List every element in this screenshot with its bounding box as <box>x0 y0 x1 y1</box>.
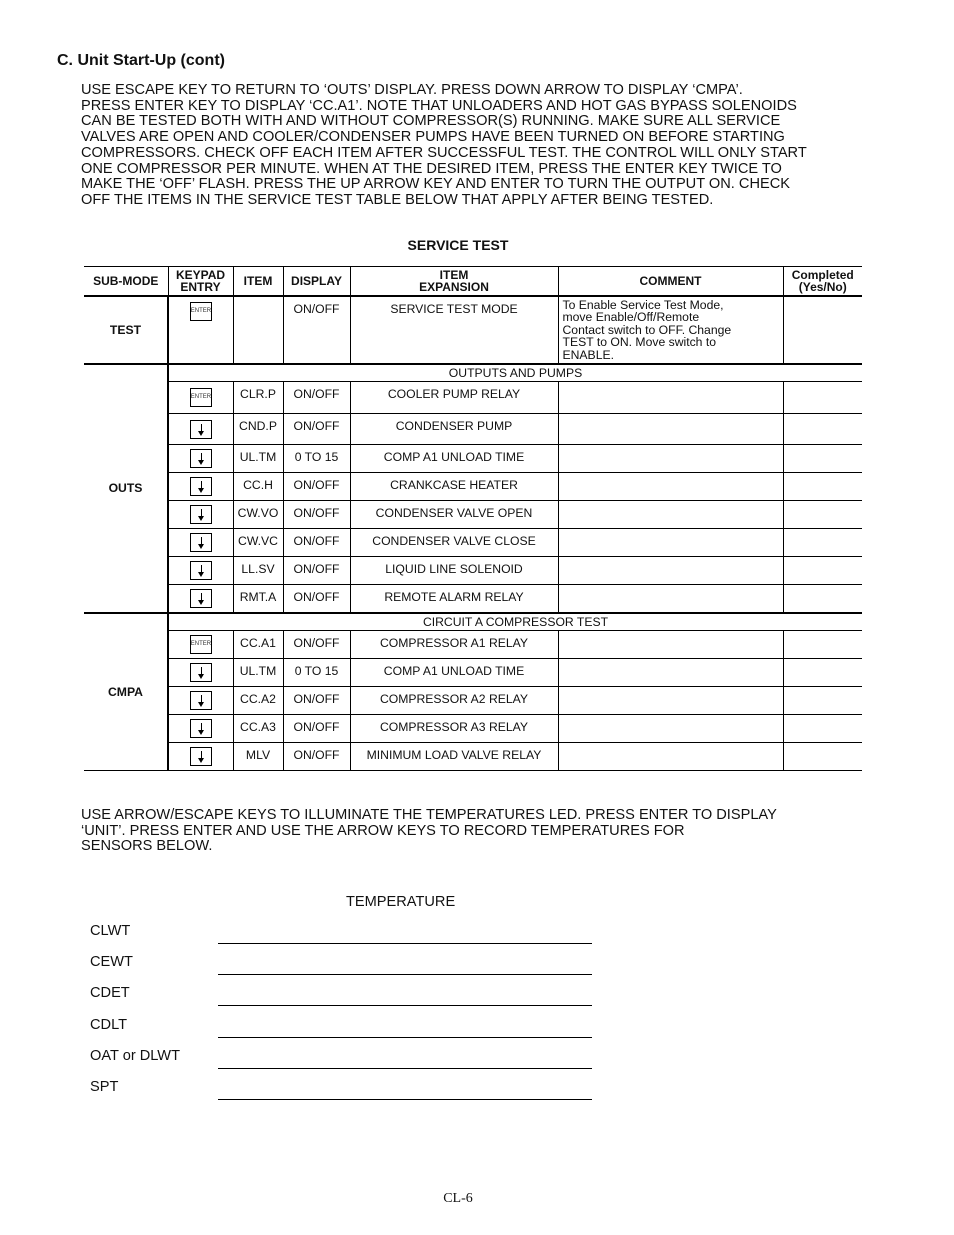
section-heading: C. Unit Start-Up (cont) <box>57 52 225 69</box>
table-row <box>84 557 862 585</box>
down-arrow-key-icon <box>190 747 212 766</box>
sensor-entry-line[interactable] <box>218 1005 592 1006</box>
down-arrow-key-icon <box>190 477 212 496</box>
sensor-label: SPT <box>90 1079 119 1095</box>
display-cell: 0 TO 15 <box>283 658 350 686</box>
down-arrow-icon <box>201 667 202 676</box>
completed-cell <box>783 714 862 742</box>
completed-cell <box>783 585 862 613</box>
col-submode: SUB-MODE <box>84 267 168 297</box>
display-cell: 0 TO 15 <box>283 445 350 473</box>
table-row <box>84 382 862 414</box>
item-cell <box>233 296 283 364</box>
keypad-entry <box>168 585 233 613</box>
down-arrow-key-icon <box>190 505 212 524</box>
completed-cell <box>783 686 862 714</box>
item-cell: CC.A3 <box>233 714 283 742</box>
item-cell: CC.H <box>233 473 283 501</box>
completed-cell <box>783 414 862 445</box>
comment-cell <box>558 630 783 658</box>
table-row <box>84 445 862 473</box>
completed-cell <box>783 529 862 557</box>
group-label: OUTPUTS AND PUMPS <box>168 364 862 382</box>
down-arrow-icon <box>201 453 202 462</box>
completed-cell <box>783 742 862 770</box>
keypad-entry <box>168 686 233 714</box>
display-cell: ON/OFF <box>283 742 350 770</box>
sensor-entry-line[interactable] <box>218 943 592 944</box>
keypad-entry <box>168 529 233 557</box>
keypad-entry <box>168 473 233 501</box>
submode-cmpa: CMPA <box>84 613 168 771</box>
sensor-label: CEWT <box>90 954 133 971</box>
submode-test: TEST <box>84 296 168 364</box>
completed-cell <box>783 382 862 414</box>
expansion-cell: CONDENSER VALVE CLOSE <box>350 529 558 557</box>
expansion-cell: COMP A1 UNLOAD TIME <box>350 658 558 686</box>
display-cell: ON/OFF <box>283 714 350 742</box>
down-arrow-icon <box>201 565 202 574</box>
display-cell: ON/OFF <box>283 473 350 501</box>
table-row <box>84 686 862 714</box>
table-row <box>84 714 862 742</box>
sensor-entry-line[interactable] <box>218 1068 592 1069</box>
enter-key-icon: ENTER <box>190 388 212 407</box>
col-item: ITEM <box>233 267 283 297</box>
item-cell: CW.VC <box>233 529 283 557</box>
display-cell: ON/OFF <box>283 686 350 714</box>
completed-cell <box>783 296 862 364</box>
display-cell: ON/OFF <box>283 630 350 658</box>
keypad-entry <box>168 742 233 770</box>
down-arrow-icon <box>201 751 202 760</box>
expansion-cell: CONDENSER PUMP <box>350 414 558 445</box>
down-arrow-key-icon <box>190 533 212 552</box>
completed-cell <box>783 557 862 585</box>
comment-cell <box>558 473 783 501</box>
expansion-cell: REMOTE ALARM RELAY <box>350 585 558 613</box>
expansion-cell: COMP A1 UNLOAD TIME <box>350 445 558 473</box>
display-cell: ON/OFF <box>283 296 350 364</box>
item-cell: MLV <box>233 742 283 770</box>
comment-cell <box>558 501 783 529</box>
item-cell: UL.TM <box>233 445 283 473</box>
down-arrow-key-icon <box>190 449 212 468</box>
comment-cell <box>558 742 783 770</box>
table-row <box>84 742 862 770</box>
keypad-entry <box>168 557 233 585</box>
keypad-entry <box>168 445 233 473</box>
display-cell: ON/OFF <box>283 585 350 613</box>
comment-cell <box>558 585 783 613</box>
item-cell: LL.SV <box>233 557 283 585</box>
sensor-entry-line[interactable] <box>218 1037 592 1038</box>
table-row <box>84 473 862 501</box>
expansion-cell: COMPRESSOR A3 RELAY <box>350 714 558 742</box>
item-cell: CC.A1 <box>233 630 283 658</box>
completed-cell <box>783 501 862 529</box>
expansion-cell: COMPRESSOR A2 RELAY <box>350 686 558 714</box>
down-arrow-key-icon <box>190 420 212 439</box>
table-row <box>84 585 862 613</box>
down-arrow-icon <box>201 537 202 546</box>
down-arrow-icon <box>201 723 202 732</box>
sensor-label: OAT or DLWT <box>90 1047 180 1064</box>
table-row-test <box>84 296 862 364</box>
instructions-paragraph: USE ARROW/ESCAPE KEYS TO ILLUMINATE THE TEMPERATURES LED. PRESS ENTER TO DISPLAY ‘UNIT’. PRESS ENTER AND USE THE ARROW KEYS TO RECORD TEMPERATURES FOR SENSORS BELOW. <box>81 807 777 855</box>
item-cell: RMT.A <box>233 585 283 613</box>
keypad-entry <box>168 382 233 414</box>
expansion-cell: CRANKCASE HEATER <box>350 473 558 501</box>
col-display: DISPLAY <box>283 267 350 297</box>
sensor-entry-line[interactable] <box>218 1099 592 1100</box>
comment-cell <box>558 557 783 585</box>
group-row <box>84 613 862 631</box>
expansion-cell: COOLER PUMP RELAY <box>350 382 558 414</box>
display-cell: ON/OFF <box>283 414 350 445</box>
sensor-label: CDLT <box>90 1016 128 1033</box>
table-row <box>84 630 862 658</box>
down-arrow-icon <box>201 593 202 602</box>
keypad-entry <box>168 501 233 529</box>
table-row <box>84 414 862 445</box>
comment-cell <box>558 414 783 445</box>
sensor-entry-line[interactable] <box>218 974 592 975</box>
display-cell: ON/OFF <box>283 529 350 557</box>
col-comment: COMMENT <box>558 267 783 297</box>
down-arrow-key-icon <box>190 691 212 710</box>
sensor-label: CLWT <box>90 923 131 939</box>
page-number: CL-6 <box>443 1191 473 1206</box>
down-arrow-key-icon <box>190 561 212 580</box>
enter-key-icon: ENTER <box>190 302 212 321</box>
group-label: CIRCUIT A COMPRESSOR TEST <box>168 613 862 631</box>
down-arrow-key-icon <box>190 589 212 608</box>
completed-cell <box>783 445 862 473</box>
service-test-table <box>84 266 862 771</box>
keypad-entry <box>168 414 233 445</box>
comment-cell <box>558 529 783 557</box>
down-arrow-icon <box>201 424 202 433</box>
display-cell: ON/OFF <box>283 501 350 529</box>
table-row <box>84 658 862 686</box>
down-arrow-key-icon <box>190 719 212 738</box>
table-row <box>84 529 862 557</box>
table-title: SERVICE TEST <box>407 237 509 253</box>
keypad-entry <box>168 658 233 686</box>
comment-cell <box>558 445 783 473</box>
completed-cell <box>783 473 862 501</box>
group-row <box>84 364 862 382</box>
display-cell: ON/OFF <box>283 557 350 585</box>
expansion-cell: LIQUID LINE SOLENOID <box>350 557 558 585</box>
expansion-cell: COMPRESSOR A1 RELAY <box>350 630 558 658</box>
expansion-cell: SERVICE TEST MODE <box>350 296 558 364</box>
col-keypad-entry: KEYPAD ENTRY <box>168 267 233 297</box>
item-cell: CLR.P <box>233 382 283 414</box>
submode-outs: OUTS <box>84 364 168 613</box>
keypad-entry <box>168 630 233 658</box>
comment-cell <box>558 658 783 686</box>
keypad-entry <box>168 714 233 742</box>
completed-cell <box>783 630 862 658</box>
comment-cell <box>558 686 783 714</box>
down-arrow-icon <box>201 695 202 704</box>
sensor-label: CDET <box>90 985 130 1002</box>
col-item-expansion: ITEM EXPANSION <box>350 267 558 297</box>
item-cell: UL.TM <box>233 658 283 686</box>
expansion-cell: CONDENSER VALVE OPEN <box>350 501 558 529</box>
down-arrow-icon <box>201 481 202 490</box>
enter-key-icon: ENTER <box>190 635 212 654</box>
display-cell: ON/OFF <box>283 382 350 414</box>
comment-cell <box>558 714 783 742</box>
comment-cell: To Enable Service Test Mode, move Enable/Off/Remote Contact switch to OFF. Change TEST to ON. Move switch to ENABLE. <box>558 296 783 364</box>
col-completed: Completed (Yes/No) <box>783 267 862 297</box>
item-cell: CC.A2 <box>233 686 283 714</box>
down-arrow-key-icon <box>190 663 212 682</box>
table-row <box>84 501 862 529</box>
comment-cell <box>558 382 783 414</box>
item-cell: CND.P <box>233 414 283 445</box>
down-arrow-icon <box>201 509 202 518</box>
item-cell: CW.VO <box>233 501 283 529</box>
completed-cell <box>783 658 862 686</box>
expansion-cell: MINIMUM LOAD VALVE RELAY <box>350 742 558 770</box>
temperature-title: TEMPERATURE <box>346 894 456 910</box>
intro-paragraph: USE ESCAPE KEY TO RETURN TO ‘OUTS’ DISPLAY. PRESS DOWN ARROW TO DISPLAY ‘CMPA’. PRESS ENTER KEY TO DISPLAY ‘CC.A1’. NOTE THAT UNLOADERS AND HOT GAS BYPASS SOLENOIDS CAN BE TESTED BOTH WITH AND WITHOUT COMPRESSOR(S) RUNNING. MAKE SURE ALL SERVICE VALVES ARE OPEN AND COOLER/CONDENSER PUMPS HAVE BEEN TURNED ON BEFORE STARTING COMPRESSORS. CHECK OFF EACH ITEM AFTER SUCCESSFUL TEST. THE CONTROL WILL ONLY START ONE COMPRESSOR PER MINUTE. WHEN AT THE DESIRED ITEM, PRESS THE ENTER KEY TWICE TO MAKE THE ‘OFF’ FLASH. PRESS THE UP ARROW KEY AND ENTER TO TURN THE OUTPUT ON. CHECK OFF THE ITEMS IN THE SERVICE TEST TABLE BELOW THAT APPLY AFTER BEING TESTED. <box>81 82 807 208</box>
table-header-row <box>84 267 862 297</box>
keypad-entry <box>168 296 233 364</box>
